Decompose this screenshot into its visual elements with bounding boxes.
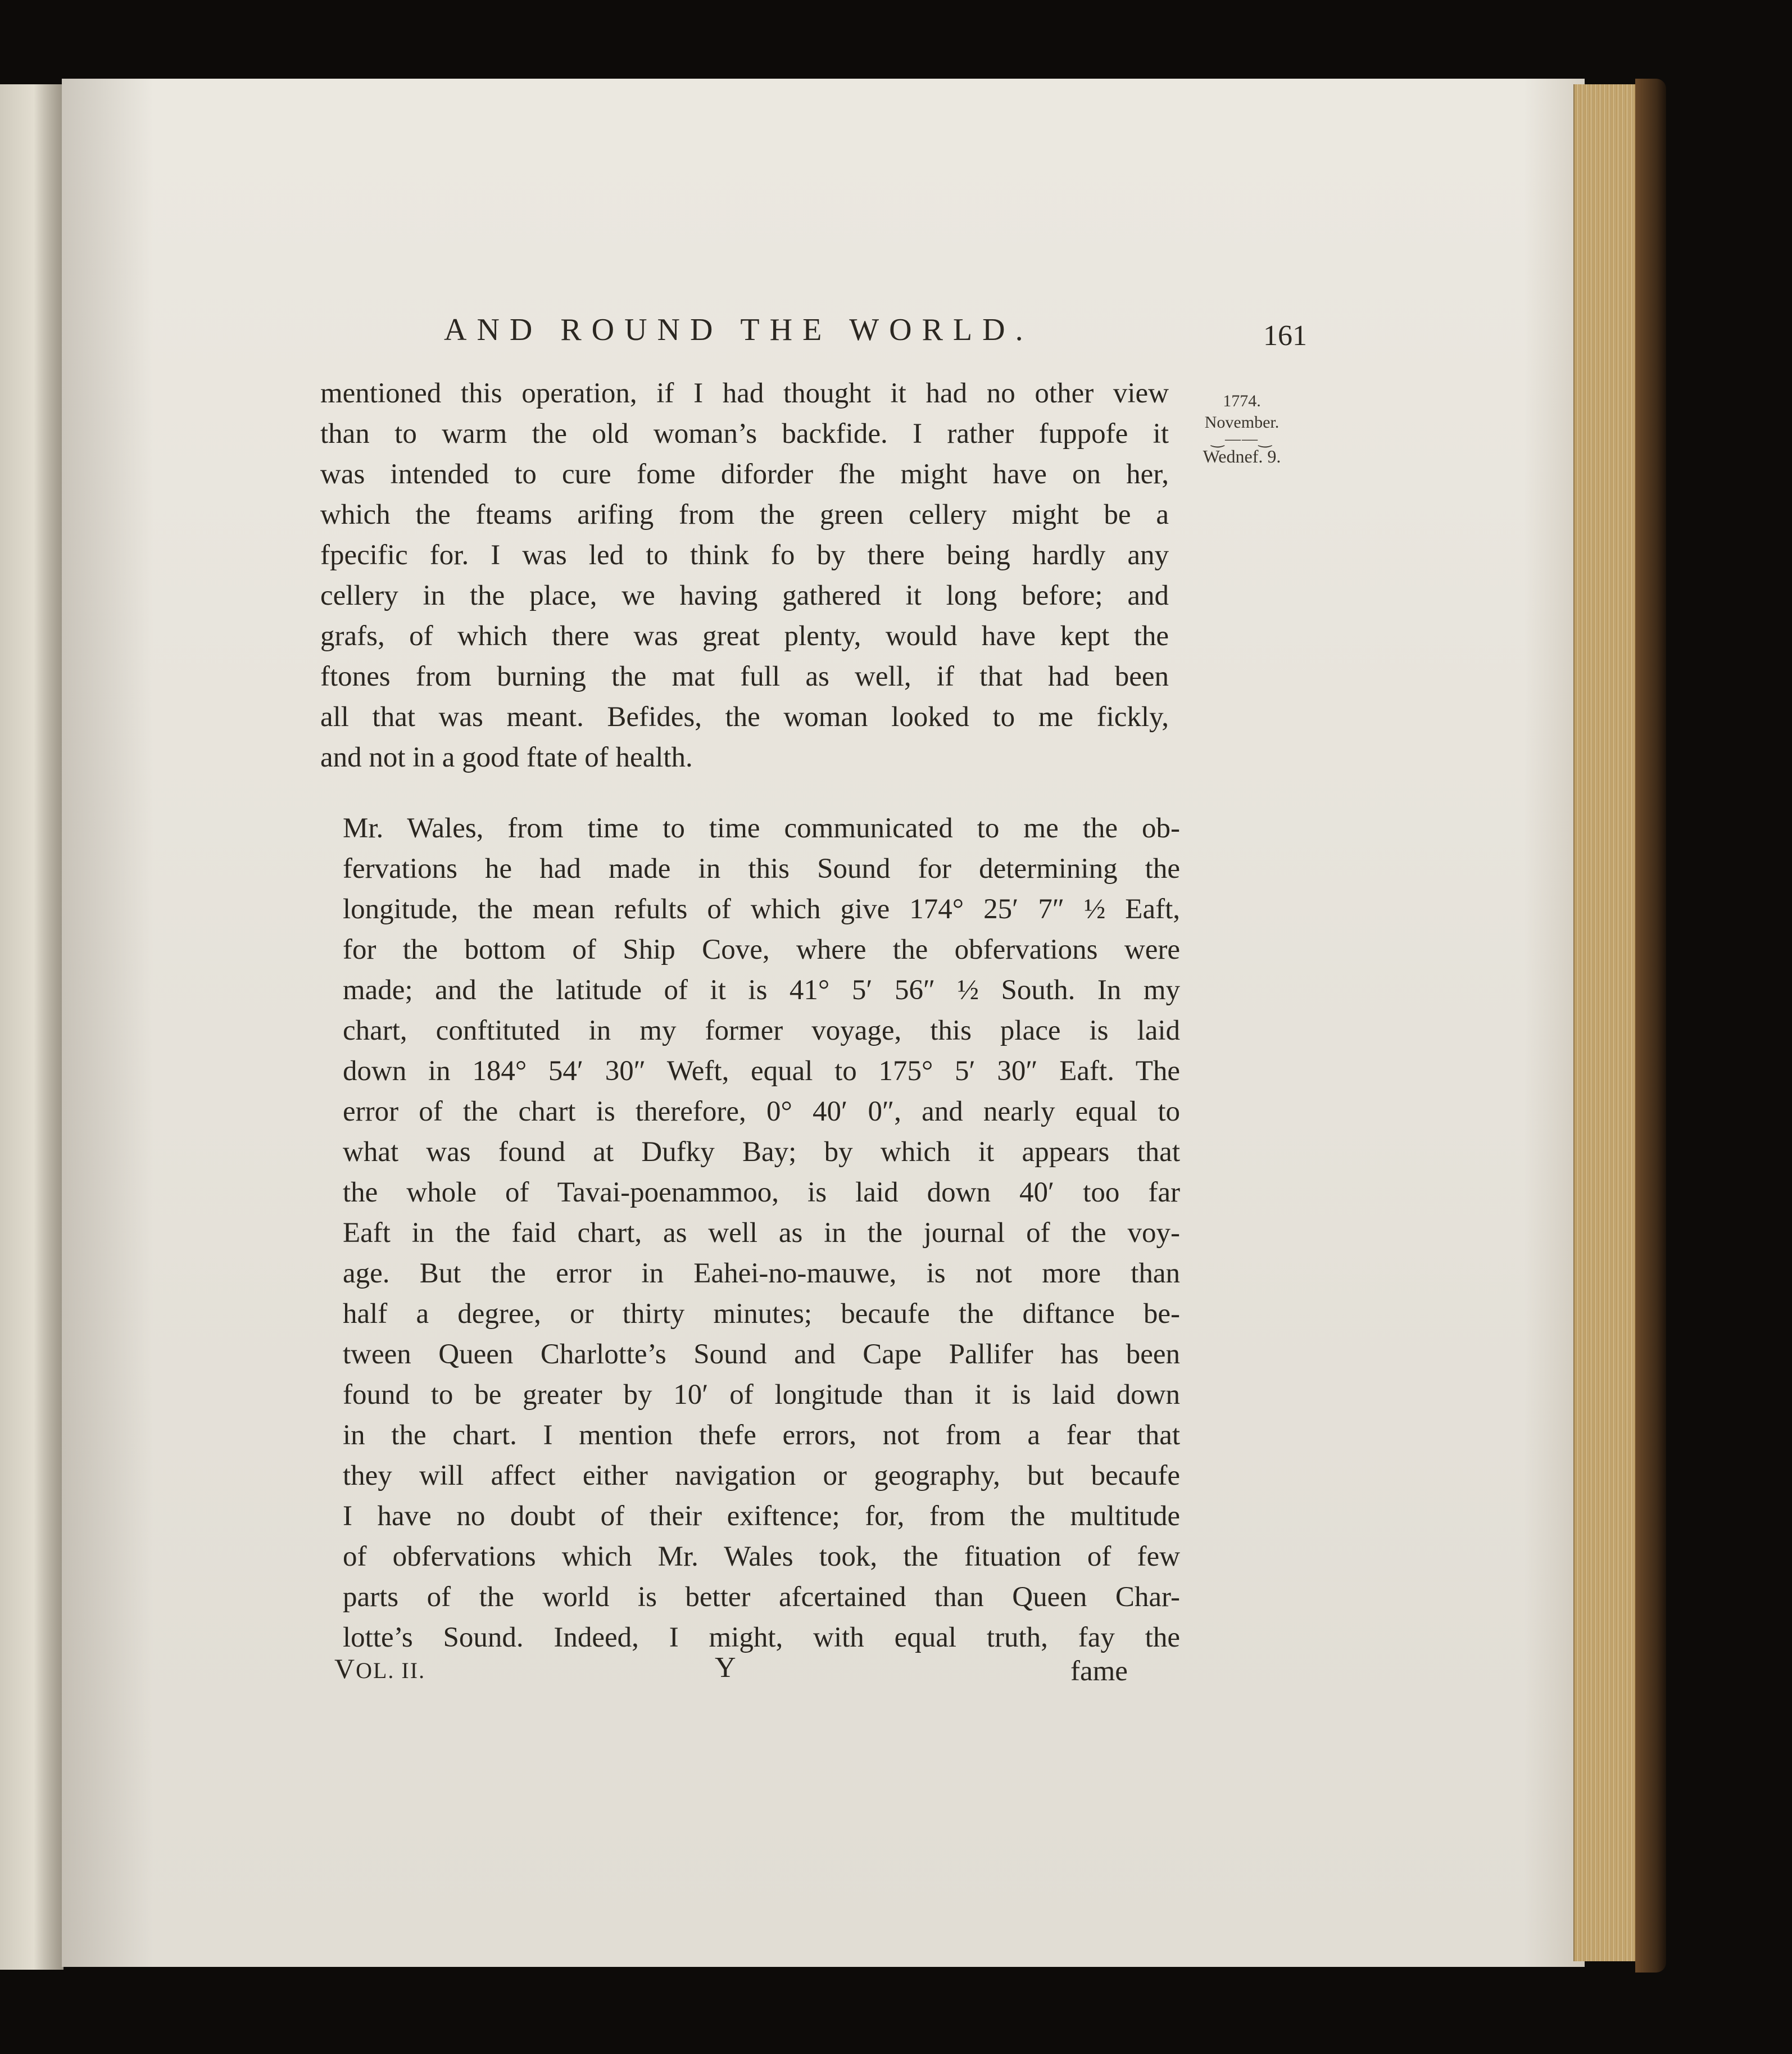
text-line: ftones from burning the mat full as well, if that had been <box>320 661 1169 692</box>
text-line: tween Queen Charlotte’s Sound and Cape Pallifer has been <box>343 1339 1180 1370</box>
margin-note-month: November. <box>1204 413 1280 432</box>
paragraph-1 <box>320 373 1169 778</box>
text-line: down in 184° 54′ 30″ Weft, equal to 175° 5′ 30″ Eaft. The <box>343 1055 1180 1087</box>
paragraph-2 <box>343 808 1180 1658</box>
text-line: they will affect either navigation or geography, but becaufe <box>343 1460 1180 1491</box>
binding <box>1635 79 1666 1973</box>
running-head: AND ROUND THE WORLD. <box>444 312 1033 347</box>
text-line: error of the chart is therefore, 0° 40′ 0″, and nearly equal to <box>343 1096 1180 1127</box>
text-line: what was found at Dufky Bay; by which it appears that <box>343 1136 1180 1168</box>
text-line: the whole of Tavai-poenammoo, is laid down 40′ too far <box>343 1177 1180 1208</box>
text-line: fpecific for. I was led to think fo by there being hardly any <box>320 539 1169 571</box>
text-line: in the chart. I mention thefe errors, not from a fear that <box>343 1420 1180 1451</box>
text-line: than to warm the old woman’s backfide. I rather fuppofe it <box>320 418 1169 450</box>
page-number: 161 <box>1263 320 1307 352</box>
text-line: cellery in the place, we having gathered it long before; and <box>320 580 1169 611</box>
fore-edge <box>1573 84 1642 1961</box>
text-line: chart, conftituted in my former voyage, this place is laid <box>343 1015 1180 1046</box>
text-line: age. But the error in Eahei-no-mauwe, is not more than <box>343 1258 1180 1289</box>
margin-note-day: Wednef. 9. <box>1203 446 1281 466</box>
text-line: Eaft in the faid chart, as well as in the journal of the voy- <box>343 1217 1180 1249</box>
margin-note-year: 1774. <box>1223 392 1261 410</box>
text-line: I have no doubt of their exiftence; for, from the multitude <box>343 1500 1180 1532</box>
text-line: made; and the latitude of it is 41° 5′ 56″ ½ South. In my <box>343 974 1180 1006</box>
volume-mark-initial: V <box>334 1653 356 1684</box>
text-line: lotte’s Sound. Indeed, I might, with equal truth, fay the <box>343 1622 1180 1653</box>
text-line: grafs, of which there was great plenty, would have kept the <box>320 620 1169 652</box>
text-line: which the fteams arifing from the green cellery might be a <box>320 499 1169 530</box>
volume-mark-rest: OL. II. <box>356 1658 426 1683</box>
text-line: mentioned this operation, if I had thought it had no other view <box>320 378 1169 409</box>
text-line: longitude, the mean refults of which give 174° 25′ 7″ ½ Eaft, <box>343 894 1180 925</box>
spine-shadow <box>34 84 62 1970</box>
text-line: was intended to cure fome diforder fhe might have on her, <box>320 459 1169 490</box>
text-line: and not in a good ftate of health. <box>320 742 693 773</box>
text-line: found to be greater by 10′ of longitude than it is laid down <box>343 1379 1180 1411</box>
signature-mark: Y <box>715 1652 736 1684</box>
text-line: for the bottom of Ship Cove, where the obfervations were <box>343 934 1180 965</box>
text-line: fervations he had made in this Sound for determining the <box>343 853 1180 885</box>
text-line: Mr. Wales, from time to time communicated to me the ob- <box>343 813 1180 844</box>
text-line: all that was meant. Befides, the woman looked to me fickly, <box>320 701 1169 733</box>
text-line: half a degree, or thirty minutes; becaufe the diftance be- <box>343 1298 1180 1330</box>
margin-note <box>1186 391 1298 467</box>
volume-mark <box>334 1652 425 1685</box>
text-line: parts of the world is better afcertained than Queen Char- <box>343 1581 1180 1613</box>
margin-note-brace: ‿——‿ <box>1211 430 1273 448</box>
text-line: of obfervations which Mr. Wales took, the fituation of few <box>343 1541 1180 1572</box>
catchword: fame <box>1070 1656 1128 1687</box>
